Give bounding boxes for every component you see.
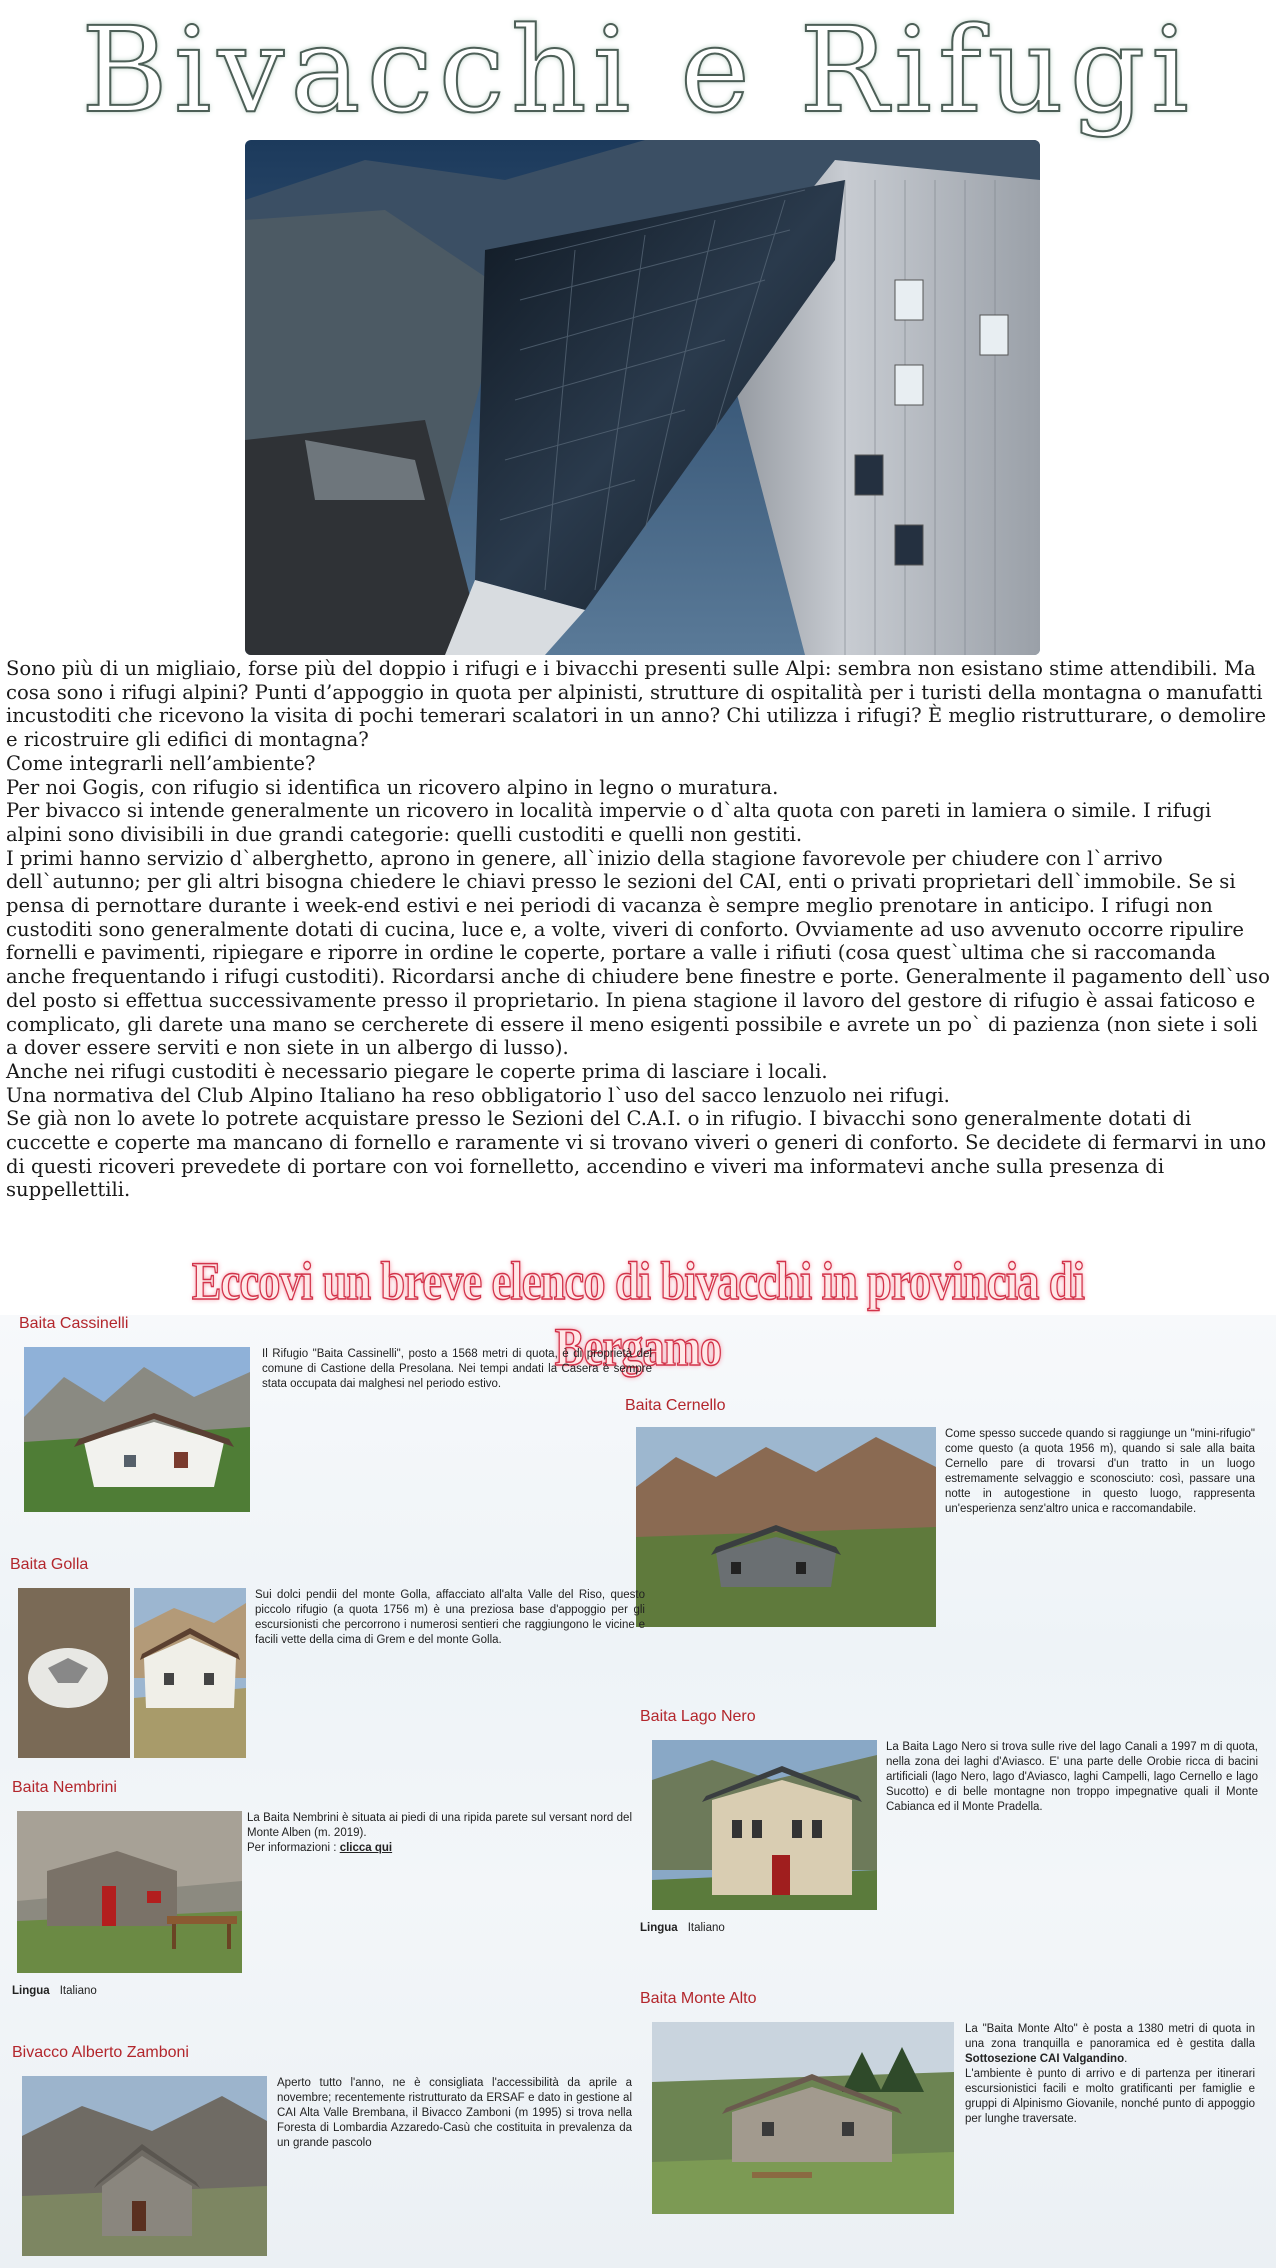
intro-paragraph-7: Una normativa del Club Alpino Italiano ha reso obbligatorio l`uso del sacco lenzuolo nei rifugi.: [6, 1083, 950, 1107]
card-description: Il Rifugio "Baita Cassinelli", posto a 1568 metri di quota, è di proprietà del comune di Castione della Presolana. Nei tempi andati la Casera è sempre stata occupata dai malghesi nel periodo estivo.: [262, 1348, 652, 1390]
card-nembrini: [0, 1765, 640, 2015]
intro-paragraph-8: Se già non lo avete lo potrete acquistare presso le Sezioni del C.A.I. o in rifugio. I bivacchi sono generalmente dotati di cuccette e coperte ma mancano di fornello e raramente vi si trovano viveri o generi di conforto. Se decidete di fermarvi in uno di questi ricoveri prevedete di portare con voi fornelletto, accendino e viveri ma informatevi anche sulla presenza di suppellettili.: [6, 1107, 1267, 1202]
hut-photo: [24, 1347, 250, 1512]
card-description-text: La Baita Nembrini è situata ai piedi di una ripida parete sul versant nord del Monte Alben (m. 2019).: [247, 1812, 632, 1839]
hut-photo: [17, 1811, 242, 1973]
list-title: Eccovi un breve elenco di bivacchi in provincia di Bergamo: [191, 1251, 1085, 1377]
card-description: Sui dolci pendii del monte Golla, affacciato all'alta Valle del Riso, questo piccolo rifugio (a quota 1756 m) è una preziosa base d'appoggio per gli escursionisti che percorrono i numerosi sentieri che raggiungono le vicine e facili vette della cima di Grem e del monte Golla.: [255, 1589, 645, 1646]
card-title: Baita Golla: [10, 1556, 89, 1573]
intro-paragraph-2: Come integrarli nell’ambiente?: [6, 751, 316, 775]
card-title: Baita Nembrini: [12, 1779, 117, 1796]
card-description: Come spesso succede quando si raggiunge un "mini-rifugio" come questo (a quota 1956 m), quando si sale alla baita Cernello pare di trovarsi d'un tratto in un luogo estremamente selvaggio e sconosciuto: così, passare una notte in autogestione in questo luogo, rappresenta un'esperienza senz'altro unica e raccomandabile.: [945, 1428, 1255, 1515]
language-value: Italiano: [59, 1985, 97, 1997]
card-description: [965, 2022, 1255, 2127]
language-label: Lingua: [12, 1985, 50, 1997]
hero-photo: [245, 140, 1040, 655]
card-description: La Baita Lago Nero si trova sulle rive del lago Canali a 1997 m di quota, nella zona dei laghi d'Aviasco. E' una parte delle Orobie ricca di bacini artificiali (lago Nero, lago d'Aviasco, laghi Campelli, lago Cernello e lago Sucotto) e di belle montagne non troppo impegnative quali il Monte Cabianca ed il Monte Pradella.: [886, 1741, 1258, 1813]
intro-paragraph-3: Per noi Gogis, con rifugio si identifica un ricovero alpino in legno o muratura.: [6, 775, 779, 799]
intro-paragraph-1: Sono più di un migliaio, forse più del doppio i rifugi e i bivacchi presenti sulle Alpi: sembra non esistano stime attendibili. Ma cosa sono i rifugi alpini? Punti d’appoggio in quota per alpinisti, strutture di ospitalità per i turisti della montagna o manufatti incustoditi che ricevono la visita di pochi temerari scalatori in un anno? Chi utilizza i rifugi? È meglio ristrutturare, o demolire e ricostruire gli edifici di montagna?: [6, 657, 1267, 752]
hut-photo: [652, 2022, 954, 2214]
language-row: [640, 1922, 725, 1934]
hut-photo: [652, 1740, 877, 1910]
hut-photo: [18, 1588, 130, 1758]
hut-photo: [636, 1427, 936, 1627]
intro-text: [6, 657, 1272, 1202]
card-description-text-2: L'ambiente è punto di arrivo e di partenza per itinerari escursionistici facili e molto gratificanti per famiglie e gruppi di Alpinismo Giovanile, nonché punto di appoggio per lunghe traversate.: [965, 2068, 1255, 2125]
intro-paragraph-4: Per bivacco si intende generalmente un ricovero in località impervie o d`alta quota con pareti in lamiera o simile. I rifugi alpini sono divisibili in due grandi categorie: quelli custoditi e quelli non gestiti.: [6, 799, 1212, 846]
card-description: Aperto tutto l'anno, ne è consigliata l'accessibilità da aprile a novembre; recentemente ristrutturato da ERSAF e dato in gestione al CAI Alta Valle Brembana, il Bivacco Zamboni (m 1995) si trova nella Foresta di Lombardia Azzaredo-Casù che costituita in prevalenza da un grande pascolo: [277, 2077, 632, 2149]
info-prefix: Per informazioni :: [247, 1842, 337, 1854]
card-description: [247, 1811, 632, 1856]
card-lago-nero: [630, 1702, 1270, 1942]
card-monte-alto: [630, 1982, 1270, 2222]
card-cernello: [620, 1392, 1270, 1627]
card-title: Baita Monte Alto: [640, 1990, 757, 2007]
card-description-text: La "Baita Monte Alto" è posta a 1380 metri di quota in una zona tranquilla e panoramica ed è gestita dalla: [965, 2023, 1255, 2050]
hut-photo: [22, 2076, 267, 2256]
card-title: Baita Lago Nero: [640, 1708, 756, 1725]
language-value: Italiano: [687, 1922, 725, 1934]
page-title: Bivacchi e Rifugi: [81, 1, 1195, 139]
card-zamboni: [0, 2038, 640, 2268]
card-title: Bivacco Alberto Zamboni: [12, 2044, 189, 2061]
language-label: Lingua: [640, 1922, 678, 1934]
cai-section: Sottosezione CAI Valgandino: [965, 2053, 1125, 2065]
intro-paragraph-6: Anche nei rifugi custoditi è necessario piegare le coperte prima di lasciare i locali.: [6, 1059, 828, 1083]
card-cassinelli: [0, 1305, 660, 1515]
card-title: Baita Cernello: [625, 1397, 726, 1414]
intro-paragraph-5: I primi hanno servizio d`alberghetto, aprono in genere, all`inizio della stagione favorevole per chiudere con l`arrivo dell`autunno; per gli altri bisogna chiedere le chiavi presso le sezioni del CAI, enti o privati proprietari dell`immobile. Se si pensa di pernottare durante i week-end estivi e nei periodi di vacanza è sempre meglio prenotare in anticipo. I rifugi non custoditi sono generalmente dotati di cucina, luce e, a volte, viveri di conforto. Ovviamente ad uso avvenuto occorre ripulire fornelli e pavimenti, ripiegare e riporre in ordine le coperte, portare a valle i rifiuti (cosa quest`ultima che si raccomanda anche frequentando i rifugi custoditi). Ricordarsi anche di chiudere bene finestre e porte. Generalmente il pagamento dell`uso del posto si effettua successivamente presso il proprietario. In piena stagione il lavoro del gestore di rifugio è assai faticoso e complicato, gli darete una mano se cercherete di essere il meno esigenti possibile e avrete un po` di pazienza (non siete i soli a dover essere serviti e non siete in un albergo di lusso).: [6, 846, 1270, 1060]
card-golla: [0, 1552, 660, 1772]
hut-photo: [134, 1588, 246, 1758]
info-link[interactable]: clicca qui: [339, 1842, 393, 1854]
language-row: [12, 1985, 97, 1997]
period: .: [1124, 2053, 1128, 2065]
card-title: Baita Cassinelli: [19, 1315, 129, 1332]
